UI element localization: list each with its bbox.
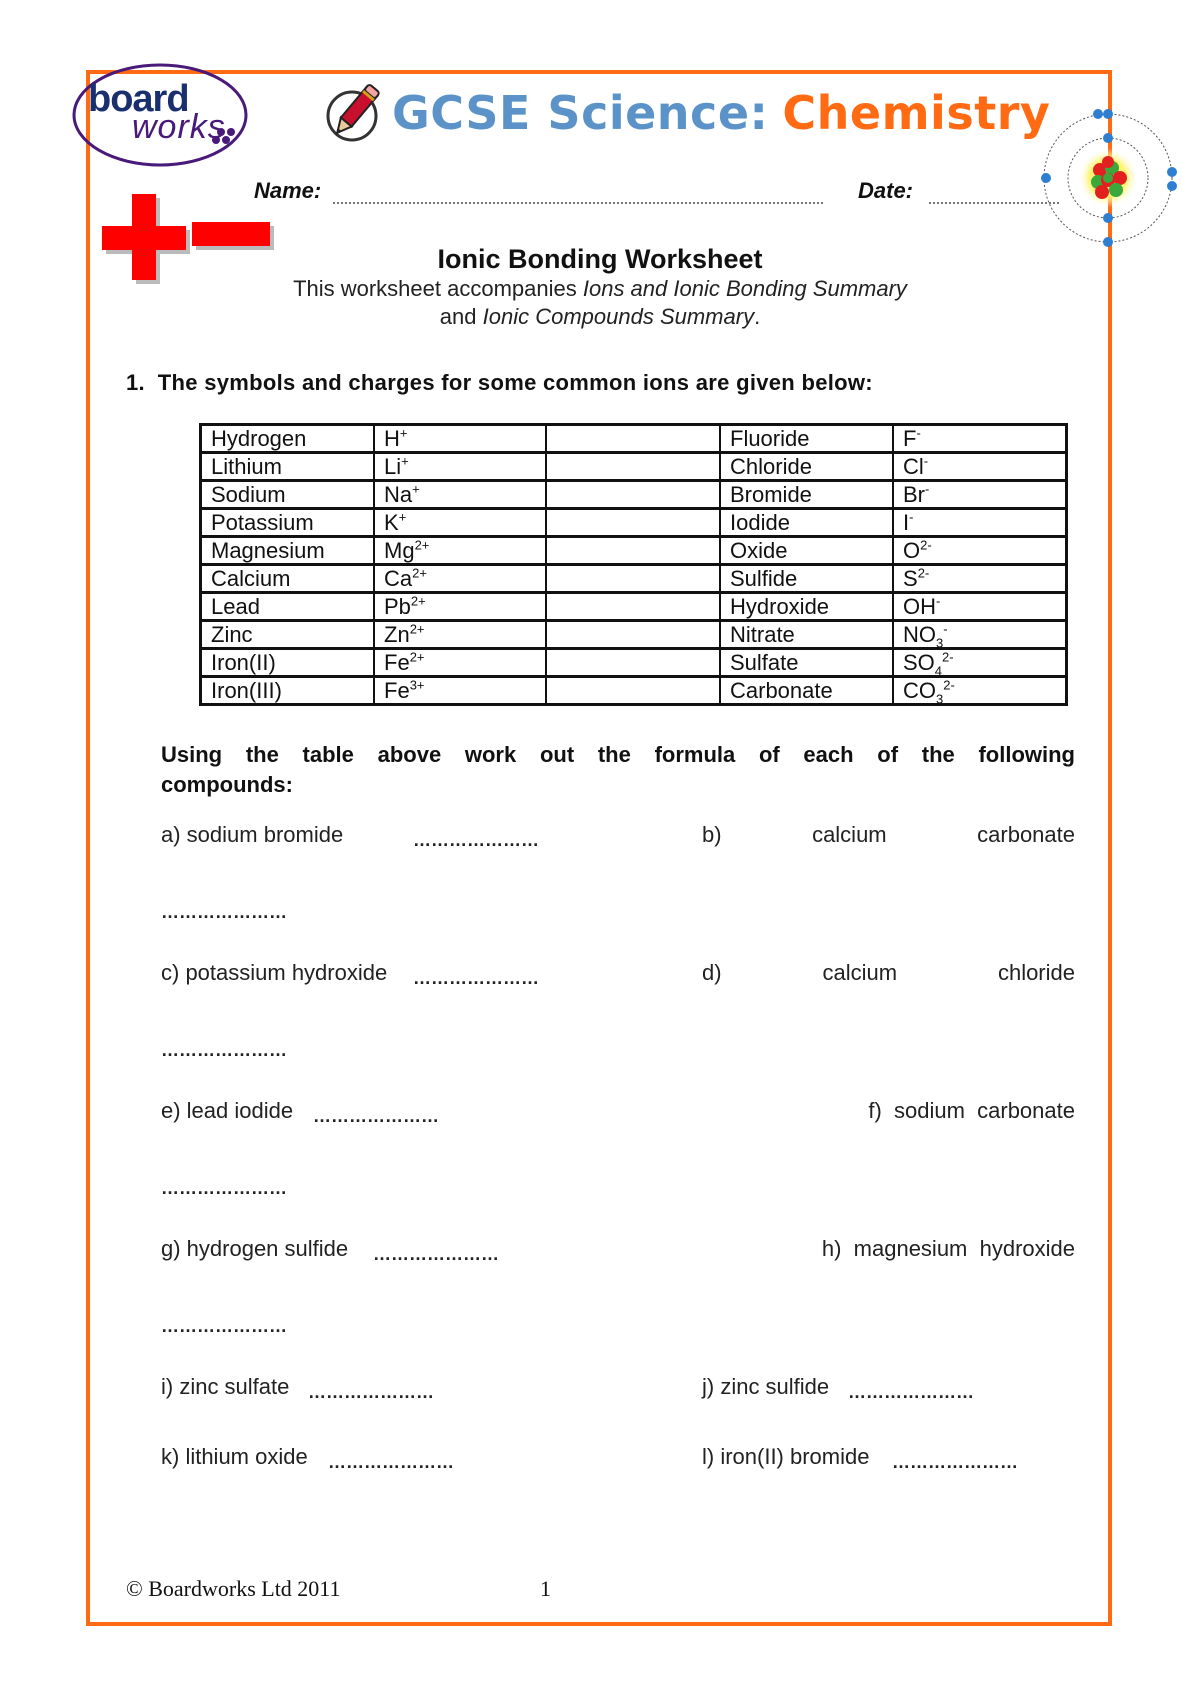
- worksheet-subtitle-line2: [0, 304, 1200, 330]
- cation-name-cell: Iron(II): [201, 649, 375, 677]
- ion-symbol: Fe: [384, 678, 410, 703]
- cation-symbol-cell: [374, 509, 546, 537]
- table-row: [201, 481, 1067, 509]
- ion-charge: +: [399, 425, 408, 441]
- name-input-line[interactable]: [333, 184, 823, 204]
- cation-name-cell: Lithium: [201, 453, 375, 481]
- anion-symbol-cell: [893, 425, 1067, 453]
- table-row: [201, 565, 1067, 593]
- anion-symbol-cell: [893, 453, 1067, 481]
- table-row: [201, 537, 1067, 565]
- cation-name-cell: Zinc: [201, 621, 375, 649]
- item-label: i) zinc sulfate: [161, 1374, 290, 1399]
- cation-name-cell: Calcium: [201, 565, 375, 593]
- anion-symbol-cell: [893, 509, 1067, 537]
- anion-name-cell: Carbonate: [720, 677, 893, 705]
- footer-copyright: © Boardworks Ltd 2011: [126, 1576, 341, 1601]
- cation-symbol-cell: [374, 593, 546, 621]
- ion-charge: 2+: [412, 565, 427, 581]
- anion-name-cell: Nitrate: [720, 621, 893, 649]
- ion-charge: 2+: [409, 649, 425, 665]
- cation-symbol-cell: [374, 425, 546, 453]
- ion-symbol: SO: [903, 650, 935, 675]
- anion-symbol-cell: [893, 565, 1067, 593]
- ion-charge: -: [923, 453, 929, 469]
- ion-charge: 2+: [414, 537, 430, 553]
- ion-symbol: CO: [903, 678, 936, 703]
- answer-blank-c[interactable]: …………………: [413, 968, 539, 988]
- ion-symbol: Ca: [384, 566, 413, 591]
- anion-symbol-cell: [893, 537, 1067, 565]
- ion-charge: +: [401, 453, 409, 469]
- answer-blank-i[interactable]: …………………: [308, 1382, 434, 1402]
- instruction-text: Using the table above work out the formula of each of the following compounds:: [161, 742, 1075, 797]
- answer-blank-a[interactable]: …………………: [413, 830, 539, 850]
- item-word: calcium: [822, 960, 898, 985]
- ion-symbol: Mg: [384, 538, 415, 563]
- cation-name-cell: Lead: [201, 593, 375, 621]
- ion-symbol: I: [903, 510, 910, 535]
- item-word: carbonate: [977, 822, 1075, 847]
- item-label: a) sodium bromide: [161, 822, 344, 847]
- ion-symbol: Na: [384, 482, 413, 507]
- ions-table: [199, 423, 1068, 706]
- cation-symbol-cell: [374, 677, 546, 705]
- empty-cell: [546, 649, 720, 677]
- answer-blank-l[interactable]: …………………: [892, 1452, 1018, 1472]
- question-item-f: f) sodium carbonate: [868, 1098, 1075, 1123]
- ion-charge: -: [916, 425, 921, 441]
- empty-cell: [546, 565, 720, 593]
- empty-cell: [546, 677, 720, 705]
- item-label: g) hydrogen sulfide: [161, 1236, 349, 1261]
- cation-name-cell: Magnesium: [201, 537, 375, 565]
- ion-charge: 2-: [917, 565, 930, 581]
- anion-name-cell: Sulfate: [720, 649, 893, 677]
- anion-name-cell: Fluoride: [720, 425, 893, 453]
- answer-blank-e[interactable]: …………………: [313, 1106, 439, 1126]
- ion-charge: +: [398, 509, 407, 525]
- date-input-line[interactable]: [929, 184, 1059, 204]
- ion-symbol: Fe: [384, 650, 410, 675]
- page-header-title: [326, 78, 1050, 148]
- ion-charge: +: [412, 481, 420, 497]
- answer-blank-j[interactable]: …………………: [848, 1382, 974, 1402]
- date-field[interactable]: [858, 178, 1059, 204]
- ion-subscript: 3: [936, 691, 944, 707]
- logo-text-works: works: [132, 108, 226, 146]
- cation-symbol-cell: [374, 621, 546, 649]
- ion-charge: 2-: [942, 649, 954, 665]
- cation-symbol-cell: [374, 537, 546, 565]
- ion-charge: -: [909, 509, 914, 525]
- question-item-d: [702, 960, 1075, 986]
- anion-symbol-cell: [893, 677, 1067, 705]
- anion-name-cell: Chloride: [720, 453, 893, 481]
- cation-symbol-cell: [374, 453, 546, 481]
- question-item-a: [161, 822, 343, 848]
- ion-symbol: Cl: [903, 454, 924, 479]
- item-label: j) zinc sulfide: [702, 1374, 830, 1399]
- ion-symbol: OH: [903, 594, 936, 619]
- name-label: Name:: [254, 178, 322, 203]
- title-chemistry: Chemistry: [782, 86, 1051, 140]
- ion-subscript: 3: [936, 635, 944, 651]
- question-number: 1.: [126, 370, 145, 395]
- question-item-b: [702, 822, 1075, 848]
- cation-name-cell: Hydrogen: [201, 425, 375, 453]
- item-label: c) potassium hydroxide: [161, 960, 388, 985]
- empty-cell: [546, 425, 720, 453]
- question-item-j: [702, 1374, 829, 1400]
- anion-symbol-cell: [893, 649, 1067, 677]
- table-row: [201, 677, 1067, 705]
- table-row: [201, 649, 1067, 677]
- subtitle-period: .: [754, 304, 761, 329]
- ion-charge: 3+: [409, 677, 425, 693]
- ion-subscript: 4: [934, 663, 943, 679]
- question-text: The symbols and charges for some common ions are given below:: [157, 370, 873, 395]
- ion-symbol: O: [903, 538, 921, 563]
- ion-symbol: Zn: [384, 622, 410, 647]
- subtitle-text: This worksheet accompanies: [293, 276, 583, 301]
- answer-blank-f[interactable]: …………………: [161, 1178, 287, 1198]
- logo-text-board: board: [88, 78, 189, 120]
- question-item-c: [161, 960, 387, 986]
- subtitle-reference-1: Ions and Ionic Bonding Summary: [582, 276, 907, 301]
- table-row: [201, 509, 1067, 537]
- ion-symbol: Pb: [384, 594, 411, 619]
- question-item-i: [161, 1374, 289, 1400]
- answer-blank-h[interactable]: …………………: [161, 1316, 287, 1336]
- answer-blank-d[interactable]: …………………: [161, 1040, 287, 1060]
- ion-charge: -: [936, 593, 941, 609]
- empty-cell: [546, 537, 720, 565]
- ion-symbol: K: [384, 510, 399, 535]
- question-item-e: [161, 1098, 293, 1124]
- anion-name-cell: Sulfide: [720, 565, 893, 593]
- item-label: l) iron(II) bromide: [702, 1444, 870, 1469]
- anion-symbol-cell: [893, 621, 1067, 649]
- ion-charge: 2+: [409, 621, 425, 637]
- subtitle-text: and: [439, 304, 483, 329]
- table-row: [201, 453, 1067, 481]
- cation-name-cell: Iron(III): [201, 677, 375, 705]
- anion-symbol-cell: [893, 593, 1067, 621]
- table-row: [201, 425, 1067, 453]
- ion-symbol: F: [903, 426, 917, 451]
- ion-charge: 2+: [410, 593, 426, 609]
- anion-name-cell: Hydroxide: [720, 593, 893, 621]
- ion-charge: -: [943, 621, 948, 637]
- cation-name-cell: Sodium: [201, 481, 375, 509]
- anion-name-cell: Bromide: [720, 481, 893, 509]
- table-row: [201, 621, 1067, 649]
- worksheet-subtitle-line1: [0, 276, 1200, 302]
- answer-blank-k[interactable]: …………………: [328, 1452, 454, 1472]
- ion-symbol: NO: [903, 622, 936, 647]
- worksheet-title: Ionic Bonding Worksheet: [437, 244, 763, 274]
- empty-cell: [546, 593, 720, 621]
- ion-symbol: S: [903, 566, 918, 591]
- empty-cell: [546, 621, 720, 649]
- ion-charge: -: [925, 481, 930, 497]
- date-label: Date:: [858, 178, 914, 203]
- ion-symbol: Li: [384, 454, 402, 479]
- footer-page-number: 1: [540, 1576, 551, 1601]
- item-word: chloride: [997, 960, 1075, 985]
- anion-symbol-cell: [893, 481, 1067, 509]
- title-gcse-science: GCSE Science:: [392, 86, 769, 140]
- empty-cell: [546, 453, 720, 481]
- empty-cell: [546, 481, 720, 509]
- ion-symbol: H: [384, 426, 400, 451]
- question-item-g: [161, 1236, 348, 1262]
- empty-cell: [546, 509, 720, 537]
- question-item-k: [161, 1444, 308, 1470]
- item-label: e) lead iodide: [161, 1098, 294, 1123]
- ion-charge: 2-: [920, 537, 932, 553]
- cation-symbol-cell: [374, 481, 546, 509]
- ion-charge: 2-: [943, 677, 955, 693]
- answer-blank-g[interactable]: …………………: [373, 1244, 499, 1264]
- question-item-h: h) magnesium hydroxide: [821, 1236, 1075, 1261]
- anion-name-cell: Oxide: [720, 537, 893, 565]
- item-letter: d): [702, 960, 722, 985]
- question-1-heading: [126, 370, 873, 396]
- name-field[interactable]: [254, 178, 823, 204]
- item-word: calcium: [812, 822, 887, 847]
- question-item-l: [702, 1444, 869, 1470]
- ion-symbol: Br: [903, 482, 925, 507]
- pencil-icon: [326, 82, 382, 144]
- cation-symbol-cell: [374, 565, 546, 593]
- cation-name-cell: Potassium: [201, 509, 375, 537]
- item-letter: b): [702, 822, 722, 847]
- cation-symbol-cell: [374, 649, 546, 677]
- subtitle-reference-2: Ionic Compounds Summary: [482, 304, 755, 329]
- anion-name-cell: Iodide: [720, 509, 893, 537]
- answer-blank-b[interactable]: …………………: [161, 902, 287, 922]
- item-label: k) lithium oxide: [161, 1444, 308, 1469]
- table-row: [201, 593, 1067, 621]
- boardworks-logo: [70, 60, 250, 170]
